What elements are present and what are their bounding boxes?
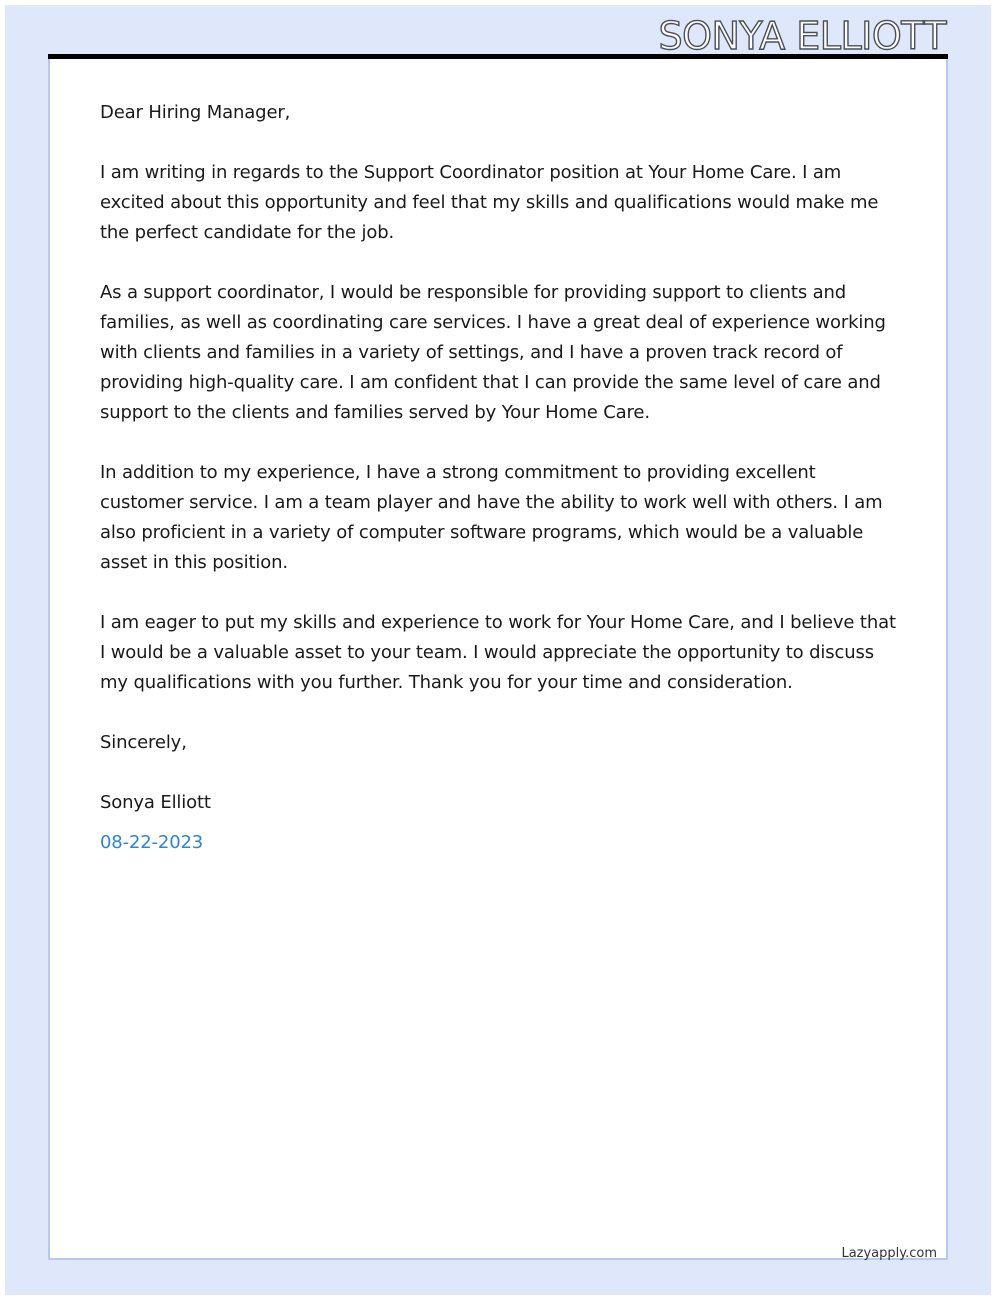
salutation: Dear Hiring Manager, bbox=[100, 102, 291, 123]
paragraph-closing: I am eager to put my skills and experience to work for Your Home Care, and I believe that I would be a valuable asset to your team. I would appreciate the opportunity to discuss my qualifications with you further. Thank you for your time and consideration. bbox=[100, 612, 896, 693]
cover-letter-body bbox=[100, 98, 898, 858]
paragraph-skills: In addition to my experience, I have a strong commitment to providing excellent customer service. I am a team player and have the ability to work well with others. I am also proficient in a variety of computer software programs, which would be a valuable asset in this position. bbox=[100, 462, 883, 573]
applicant-name-header: SONYA ELLIOTT bbox=[658, 14, 946, 58]
paragraph-responsibilities: As a support coordinator, I would be responsible for providing support to clients and families, as well as coordinating care services. I have a great deal of experience working with clients and families in a variety of settings, and I have a proven track record of providing high-quality care. I am confident that I can provide the same level of care and support to the clients and families served by Your Home Care. bbox=[100, 282, 886, 423]
closing-phrase: Sincerely, bbox=[100, 732, 187, 753]
footer-brand: Lazyapply.com bbox=[841, 1246, 937, 1261]
paragraph-intro: I am writing in regards to the Support Coordinator position at Your Home Care. I am excited about this opportunity and feel that my skills and qualifications would make me the perfect candidate for the job. bbox=[100, 162, 879, 243]
signature-name: Sonya Elliott bbox=[100, 792, 211, 813]
letter-date[interactable]: 08-22-2023 bbox=[100, 832, 204, 853]
